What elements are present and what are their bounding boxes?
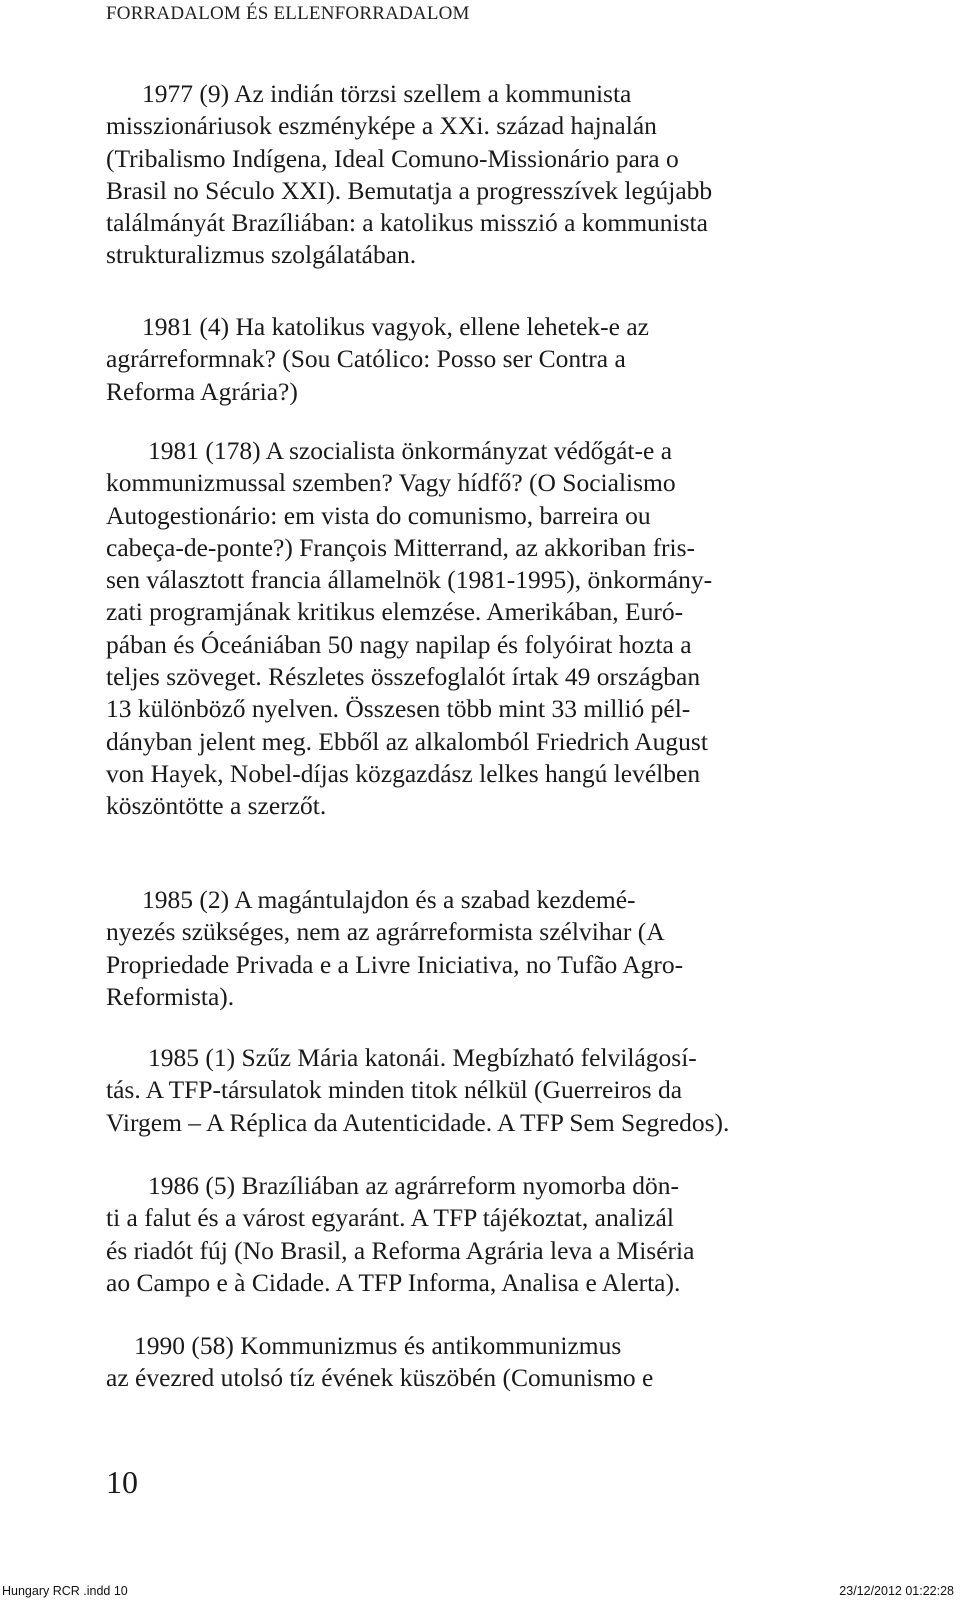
entry-line: von Hayek, Nobel-díjas közgazdász lelkes hangú levélben	[106, 758, 701, 788]
entry-line: Virgem – A Réplica da Autenticidade. A TFP Sem Segredos).	[106, 1107, 730, 1137]
entry-line: teljes szöveget. Részletes összefoglalót írtak 49 országban	[106, 662, 701, 692]
entry-line: misszionáriusok eszményképe a XXi. század hajnalán	[106, 111, 657, 141]
entry-line: köszöntötte a szerzőt.	[106, 791, 327, 821]
entry-line: tás. A TFP-társulatok minden titok nélkül (Guerreiros da	[106, 1075, 683, 1105]
entry-line: agrárreformnak? (Sou Católico: Posso ser Contra a	[106, 344, 626, 374]
running-header: FORRADALOM ÉS ELLENFORRADALOM	[106, 3, 470, 24]
entry-line: zati programjának kritikus elemzése. Amerikában, Euró-	[106, 597, 684, 627]
entry-line: találmányát Brazíliában: a katolikus misszió a kommunista	[106, 208, 708, 238]
entry-line: sen választott francia államelnök (1981-1995), önkormány-	[106, 565, 713, 595]
entry-line: és riadót fúj (No Brasil, a Reforma Agrária leva a Miséria	[106, 1235, 695, 1265]
entry-line: 1981 (178) A szocialista önkormányzat védőgát-e a	[148, 436, 673, 465]
entry-line: Autogestionário: em vista do comunismo, barreira ou	[106, 500, 651, 530]
entry-line: (Tribalismo Indígena, Ideal Comuno-Missionário para o	[106, 143, 679, 173]
publication-entry-1990-comunismo	[106, 1330, 806, 1395]
entry-line: 1990 (58) Kommunizmus és antikommunizmus	[134, 1331, 622, 1360]
print-slug-timestamp: 23/12/2012 01:22:28	[839, 1584, 954, 1598]
entry-line: kommunizmussal szemben? Vagy hídfő? (O Socialismo	[106, 468, 676, 498]
entry-line: az évezred utolsó tíz évének küszöbén (Comunismo e	[106, 1363, 654, 1393]
entry-line: Reforma Agrária?)	[106, 376, 298, 406]
entry-line: Reformista).	[106, 981, 235, 1011]
print-slug-filename: Hungary RCR .indd 10	[2, 1584, 128, 1598]
publication-entry-1985-guerreiros	[106, 1042, 806, 1139]
entry-line: 1981 (4) Ha katolikus vagyok, ellene lehetek-e az	[142, 312, 649, 341]
entry-line: 13 különböző nyelven. Összesen több mint 33 millió pél-	[106, 694, 691, 724]
entry-line: nyezés szükséges, nem az agrárreformista szélvihar (A	[106, 917, 665, 947]
publication-entry-1986-reforma	[106, 1170, 806, 1299]
publication-entry-1977-tribalismo	[106, 78, 806, 272]
publication-entry-1985-propriedade	[106, 884, 806, 1013]
publication-entry-1981-socialismo	[106, 435, 806, 823]
entry-line: strukturalizmus szolgálatában.	[106, 240, 417, 270]
entry-line: Propriedade Privada e a Livre Iniciativa, no Tufão Agro-	[106, 949, 684, 979]
entry-line: dányban jelent meg. Ebből az alkalomból Friedrich August	[106, 726, 708, 756]
entry-line: 1977 (9) Az indián törzsi szellem a kommunista	[142, 79, 632, 108]
entry-line: Brasil no Século XXI). Bemutatja a progresszívek legújabb	[106, 175, 713, 205]
entry-line: cabeça-de-ponte?) François Mitterrand, az akkoriban fris-	[106, 532, 696, 562]
entry-line: 1985 (1) Szűz Mária katonái. Megbízható felvilágosí-	[148, 1043, 697, 1072]
page-number: 10	[106, 1464, 138, 1500]
entry-line: 1985 (2) A magántulajdon és a szabad kezdemé-	[142, 885, 636, 914]
publication-entry-1981-catolico	[106, 311, 806, 408]
entry-line: 1986 (5) Brazíliában az agrárreform nyomorba dön-	[148, 1171, 680, 1200]
entry-line: ti a falut és a várost egyaránt. A TFP tájékoztat, analizál	[106, 1203, 674, 1233]
entry-line: pában és Óceániában 50 nagy napilap és folyóirat hozta a	[106, 629, 692, 659]
entry-line: ao Campo e à Cidade. A TFP Informa, Analisa e Alerta).	[106, 1267, 681, 1297]
